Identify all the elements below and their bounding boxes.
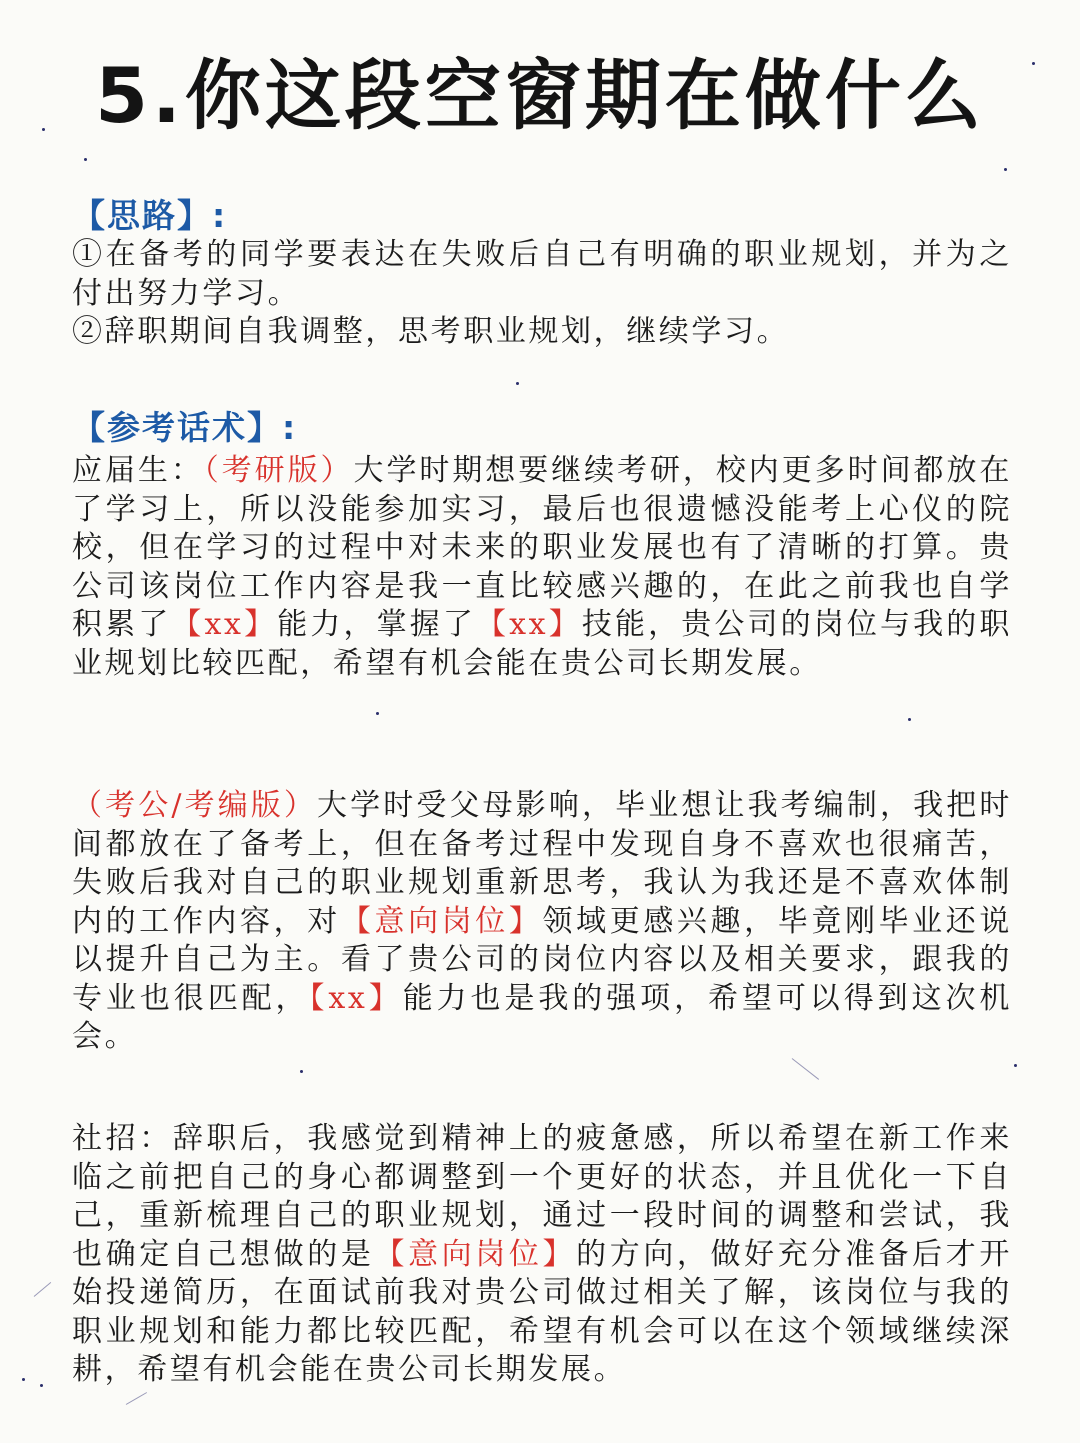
social-text-2: 的方向，做好充分准备后才开始投递简历，在面试前我对贵公司做过相关了解，该岗位与我的职业规划和能力都比较匹配，希望有机会可以在这个领域继续深耕，希望有机会能在贵公司长期发展。	[72, 1236, 1012, 1387]
decor-speck	[516, 382, 519, 385]
decor-speck	[1032, 62, 1035, 65]
civil-highlight-1: 【意向岗位】	[340, 903, 543, 939]
page-title: 5.你这段空窗期在做什么	[95, 51, 985, 140]
social-highlight-1: 【意向岗位】	[374, 1236, 577, 1272]
graduate-text-1: 大学时期想要继续考研，校内更多时间都放在了学习上，所以没能参加实习，最后也很遗憾没能考上心仪的院校，但在学习的过程中对未来的职业发展也有了清晰的打算。贵公司该岗位工作内容是我一直比较感兴趣的，在此之前我也自学积累了	[72, 453, 1013, 642]
decor-stroke	[792, 1058, 819, 1080]
thinking-point-2: ②辞职期间自我调整，思考职业规划，继续学习。	[72, 314, 790, 349]
civil-text-2: 领域更感兴趣，毕竟刚毕业还说以提升自己为主。看了贵公司的岗位内容以及相关要求，跟我的专业也很匹配，	[72, 903, 1012, 1016]
reference-heading: 【参考话术】:	[72, 408, 298, 447]
civil-highlight-2: 【xx】	[309, 980, 403, 1016]
civil-text-1: 大学时受父母影响，毕业想让我考编制，我把时间都放在了备考上，但在备考过程中发现自身不喜欢也很痛苦，失败后我对自己的职业规划重新思考，我认为我还是不喜欢体制内的工作内容，对	[72, 788, 1012, 939]
graduate-paragraph	[72, 452, 1012, 683]
graduate-highlight-2: 【xx】	[476, 607, 582, 642]
decor-speck	[42, 128, 45, 131]
decor-speck	[376, 712, 379, 715]
decor-stroke	[126, 1392, 147, 1405]
decor-speck	[84, 158, 87, 161]
social-text-1: 辞职后，我感觉到精神上的疲惫感，所以希望在新工作来临之前把自己的身心都调整到一个更好的状态，并且优化一下自己，重新梳理自己的职业规划，通过一段时间的调整和尝试，我也确定自己想做的是	[72, 1121, 1012, 1272]
civil-paragraph	[72, 787, 1012, 1057]
decor-speck	[40, 1384, 43, 1387]
social-paragraph	[72, 1120, 1012, 1390]
graduate-label: 应届生：	[72, 453, 204, 488]
graduate-text-3: 技能，贵公司的岗位与我的职业规划比较匹配，希望有机会能在贵公司长期发展。	[72, 607, 1012, 681]
decor-speck	[22, 1378, 25, 1381]
thinking-point-1: ①在备考的同学要表达在失败后自己有明确的职业规划，并为之付出努力学习。	[72, 237, 1012, 311]
decor-stroke	[34, 1282, 51, 1297]
graduate-text-2: 能力，掌握了	[277, 607, 476, 642]
decor-speck	[1014, 1064, 1017, 1067]
social-label: 社招：	[72, 1121, 173, 1156]
decor-speck	[908, 718, 911, 721]
civil-text-3: 能力也是我的强项，希望可以得到这次机会。	[72, 980, 1012, 1054]
civil-tag: （考公/考编版）	[72, 788, 318, 823]
decor-speck	[300, 1070, 303, 1073]
decor-speck	[1004, 168, 1007, 171]
thinking-heading: 【思路】:	[72, 196, 228, 235]
graduate-highlight-1: 【xx】	[171, 607, 278, 642]
graduate-tag: （考研版）	[203, 453, 354, 488]
